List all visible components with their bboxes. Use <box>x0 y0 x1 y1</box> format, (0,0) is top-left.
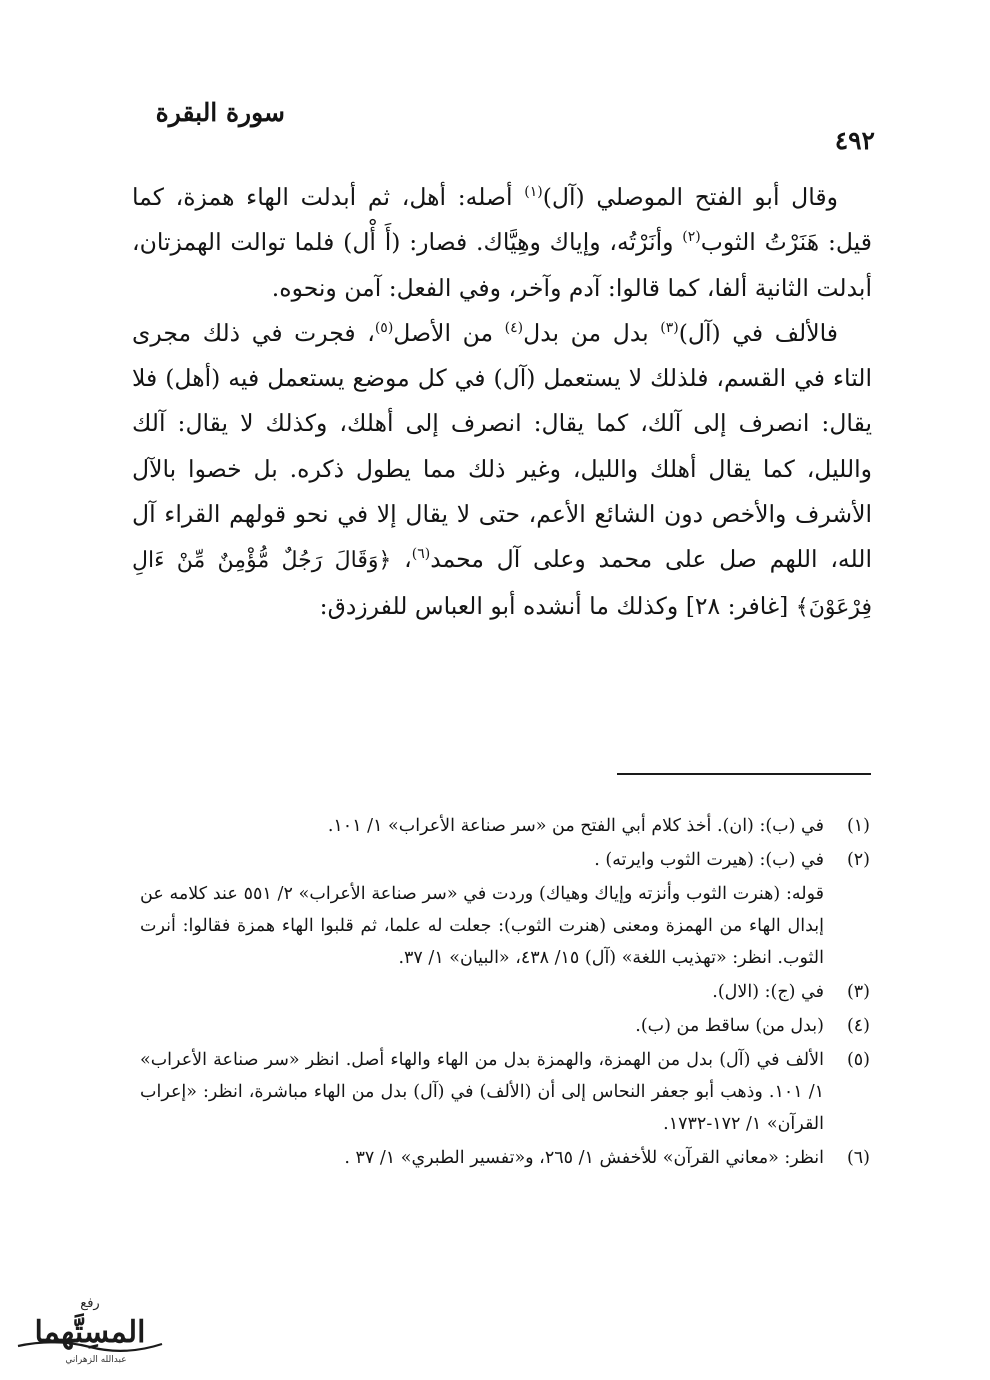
paragraph <box>132 311 872 630</box>
footnote-ref[interactable]: (٢) <box>682 229 701 246</box>
text-run: بدل من بدل <box>523 318 661 347</box>
footnote-number: (٤) <box>846 1016 870 1036</box>
footnote-4 <box>140 1010 870 1042</box>
footnote-ref[interactable]: (١) <box>524 184 543 201</box>
footnote-5 <box>140 1044 870 1140</box>
footnote-number: (٣) <box>846 982 870 1002</box>
text-run: ، فجرت في ذلك مجرى التاء في القسم، فلذلك لا يستعمل (آل) في كل موضع يستعمل فيه (أهل) فلا يقال: انصرف إلى آلك، كما يقال: انصرف إلى أهلك، وكذلك لا يقال: آلك والليل، كما يقال أهلك والليل، وغير ذلك مما يطول ذكره. بل خصوا بالآل الأشرف والأخص دون الشائع الأعم، حتى لا يقال إلا في نحو قولهم القراء آل الله، اللهم صل على محمد وعلى آل محمد <box>132 318 872 574</box>
main-text <box>132 175 872 630</box>
footnote-divider <box>617 773 871 775</box>
footnote-text: (بدل من) ساقط من (ب). <box>635 1016 824 1036</box>
footnote-1 <box>140 810 870 842</box>
footnote-3 <box>140 976 870 1008</box>
stamp-sub-text: عبدالله الزهراني <box>65 1355 127 1365</box>
footnote-text: في (ج): (الال). <box>712 982 824 1002</box>
footnote-text: في (ب): (هيرت الثوب وايرته) . <box>594 850 824 870</box>
footnote-text: في (ب): (ان). أخذ كلام أبي الفتح من «سر صناعة الأعراب» ١/ ١٠١. <box>327 816 824 836</box>
footnote-ref[interactable]: (٤) <box>504 320 524 337</box>
footnote-number: (٦) <box>846 1148 870 1168</box>
quran-verse: ﴿وَقَالَ رَجُلٌ مُّؤْمِنٌ مِّنْ ءَالِ فِرْعَوْنَ﴾ <box>132 548 872 620</box>
text-run: وأنَرْتُه، وإياك وهِيَّاك. فصار: (أَ أْل) فلما توالت الهمزتان، أبدلت الثانية ألفا، كما قالوا: آدم وآخر، وفي الفعل: آمن ونحوه. <box>132 228 872 302</box>
footnote-text: انظر: «معاني القرآن» للأخفش ١/ ٢٦٥، و«تفسير الطبري» ١/ ٣٧ . <box>344 1148 824 1168</box>
stamp-main-word: المسِتَّهما <box>34 1315 146 1350</box>
footnote-6 <box>140 1142 870 1174</box>
footnote-2 <box>140 844 870 876</box>
page-header <box>130 98 875 158</box>
footnotes <box>140 810 870 1176</box>
footnote-number: (٢) <box>846 850 870 870</box>
footnote-2-note: قوله: (هنرت الثوب وأنزته وإياك وهياك) وردت في «سر صناعة الأعراب» ٢/ ٥٥١ عند كلامه عن إبدال الهاء من الهمزة ومعنى (هنرت الثوب): جعلت له علما، ثم قلبوا الهاء همزة فقالوا: أنرت الثوب. انظر: «تهذيب اللغة» (آل) ١٥/ ٤٣٨، «البيان» ١/ ٣٧. <box>140 884 824 968</box>
text-run: أصله: أهل، ثم أبدلت الهاء همزة، كما قيل: هَنَرْتُ الثوب <box>132 183 872 257</box>
text-run: وقال أبو الفتح الموصلي (آل) <box>542 183 838 211</box>
footnote-text: الألف في (آل) بدل من الهمزة، والهمزة بدل من الهاء والهاء أصل. انظر «سر صناعة الأعراب» ١/ ١٠١. وذهب أبو جعفر النحاس إلى أن (الألف) في (آل) بدل من الهاء مباشرة، انظر: «إعراب القرآن» ١/ ١٧٢-١٧٣٢. <box>140 1050 824 1134</box>
paragraph <box>132 175 872 311</box>
footnote-ref[interactable]: (٦) <box>411 546 431 563</box>
surah-title: سورة البقرة <box>155 98 285 127</box>
calligraphy-stamp-logo <box>10 1290 170 1370</box>
stamp-top-word: رفع <box>80 1296 100 1311</box>
footnote-ref[interactable]: (٥) <box>374 320 394 337</box>
footnote-number: (١) <box>846 816 870 836</box>
text-run: فالألف في (آل) <box>678 318 838 347</box>
page-number: ٤٩٢ <box>834 126 875 155</box>
footnote-number: (٥) <box>846 1050 870 1070</box>
footnote-ref[interactable]: (٣) <box>660 320 679 337</box>
text-run: [غافر: ٢٨] وكذلك ما أنشده أبو العباس للفرزدق: <box>319 591 796 620</box>
text-run: ، <box>391 545 412 574</box>
text-run: من الأصل <box>393 318 505 347</box>
